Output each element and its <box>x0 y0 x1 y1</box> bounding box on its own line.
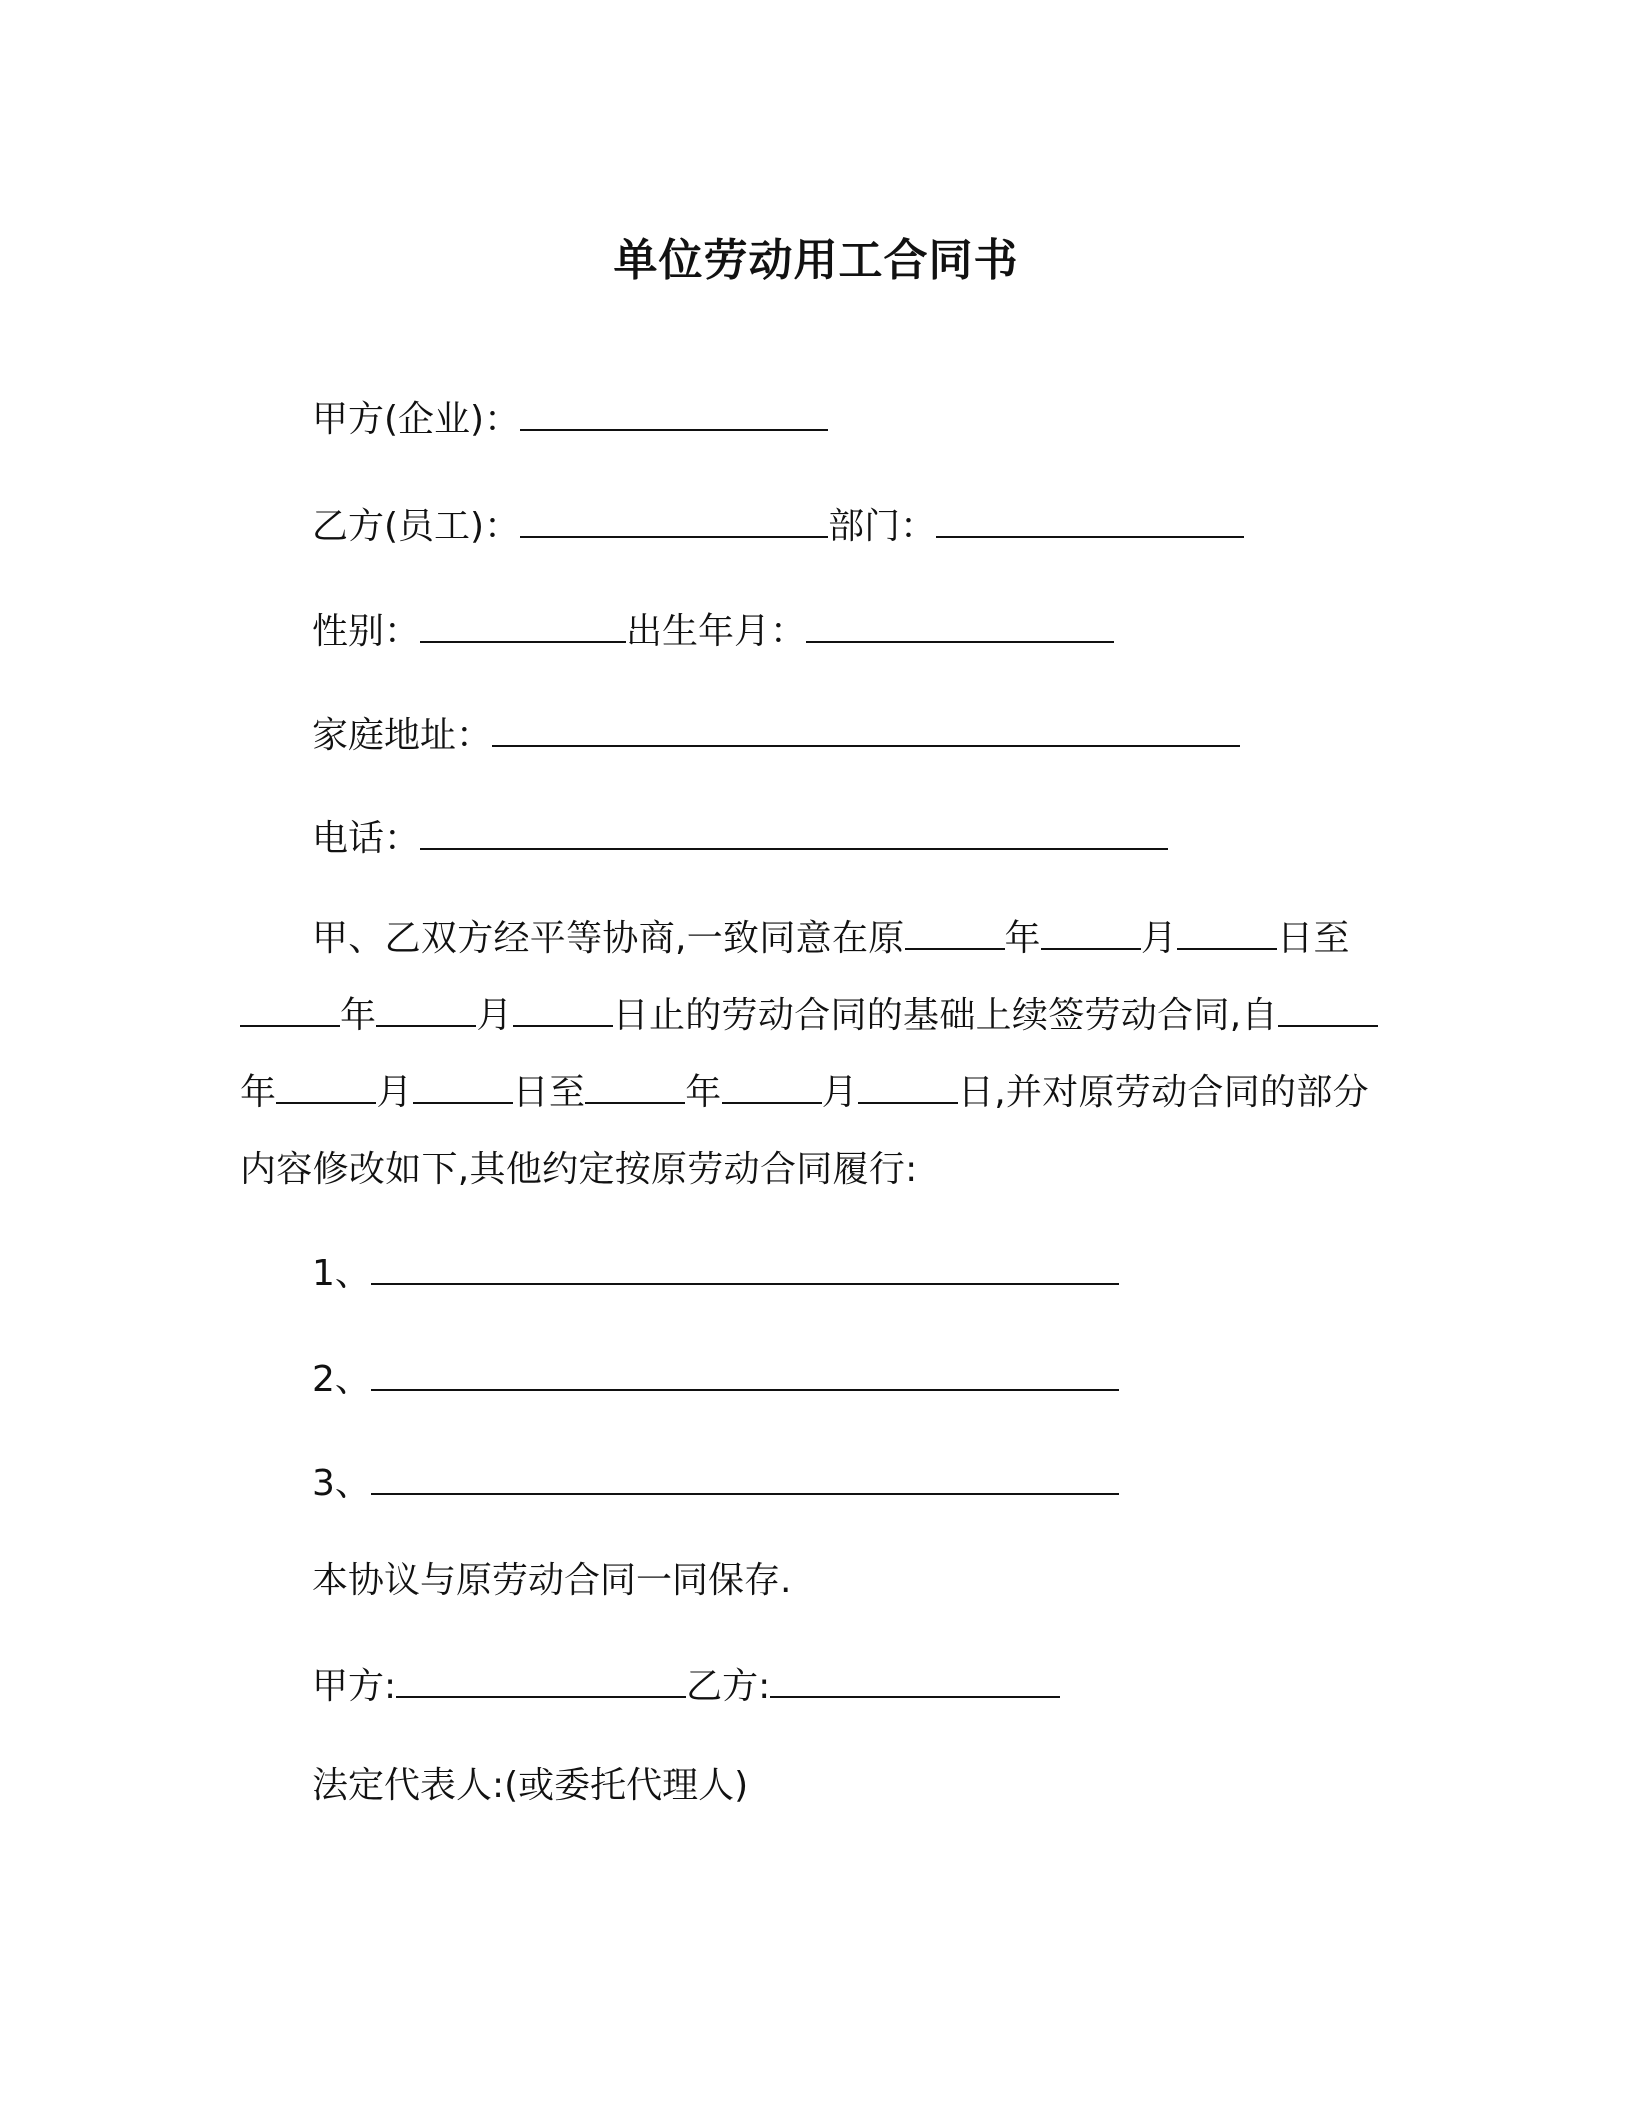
new-start-month-blank[interactable] <box>276 1076 376 1104</box>
orig-end-year-blank[interactable] <box>240 999 340 1027</box>
phone-blank[interactable] <box>420 818 1168 850</box>
orig-start-year-blank[interactable] <box>905 922 1005 950</box>
renewal-middle-text: 止的劳动合同的基础上续签劳动合同,自 <box>648 995 1278 1036</box>
amendment-number: 2、 <box>312 1359 371 1400</box>
amendment-number: 1、 <box>312 1253 371 1294</box>
phone-label: 电话： <box>312 818 421 859</box>
department-blank[interactable] <box>936 506 1244 538</box>
orig-end-day-blank[interactable] <box>513 999 613 1027</box>
day-unit: 日 <box>512 1072 549 1113</box>
year-unit: 年 <box>685 1072 722 1113</box>
amendment-blank[interactable] <box>371 1359 1119 1391</box>
month-unit: 月 <box>476 995 513 1036</box>
month-unit: 月 <box>821 1072 858 1113</box>
new-end-month-blank[interactable] <box>722 1076 822 1104</box>
party-a-sign-blank[interactable] <box>396 1666 686 1698</box>
day-unit: 日 <box>1277 918 1314 959</box>
party-a-blank[interactable] <box>520 399 828 431</box>
birth-label: 出生年月： <box>626 611 807 652</box>
to-word: 至 <box>548 1072 586 1113</box>
party-b-label: 乙方(员工)： <box>312 506 521 547</box>
legal-rep-label: 法定代表人:(或委托代理人) <box>312 1765 749 1806</box>
orig-start-month-blank[interactable] <box>1041 922 1141 950</box>
department-label: 部门： <box>828 506 937 547</box>
gender-label: 性别： <box>312 611 421 652</box>
year-unit: 年 <box>340 995 377 1036</box>
gender-birth-row <box>312 608 1114 656</box>
amendment-item <box>312 1250 1119 1298</box>
document-title: 单位劳动用工合同书 <box>613 235 1019 286</box>
orig-end-month-blank[interactable] <box>376 999 476 1027</box>
amendment-blank[interactable] <box>371 1253 1119 1285</box>
renewal-intro-text: 甲、乙双方经平等协商,一致同意在原 <box>312 918 905 959</box>
party-b-row <box>312 503 1244 551</box>
new-start-year-blank[interactable] <box>1278 999 1378 1027</box>
party-a-label: 甲方(企业)： <box>312 399 521 440</box>
month-unit: 月 <box>376 1072 413 1113</box>
to-word: 至 <box>1313 918 1350 959</box>
party-b-sign-blank[interactable] <box>770 1666 1060 1698</box>
orig-start-day-blank[interactable] <box>1177 922 1277 950</box>
address-row <box>312 712 1240 760</box>
address-label: 家庭地址： <box>312 715 493 756</box>
party-b-blank[interactable] <box>520 506 828 538</box>
month-unit: 月 <box>1140 918 1178 959</box>
year-unit: 年 <box>240 1072 277 1113</box>
party-a-row <box>312 396 828 444</box>
new-end-day-blank[interactable] <box>858 1076 958 1104</box>
renewal-paragraph <box>240 900 1400 1208</box>
birth-blank[interactable] <box>806 611 1114 643</box>
phone-row <box>312 815 1168 863</box>
new-end-year-blank[interactable] <box>585 1076 685 1104</box>
renewal-closing-text: ,并对原劳动合同的部分内容修改如下,其他约定按原劳动合同履行: <box>240 1072 1369 1190</box>
new-start-day-blank[interactable] <box>413 1076 513 1104</box>
year-unit: 年 <box>1004 918 1041 959</box>
day-unit: 日 <box>612 995 649 1036</box>
amendment-item <box>312 1356 1119 1404</box>
amendment-number: 3、 <box>312 1463 371 1504</box>
party-a-sign-label: 甲方: <box>312 1666 397 1707</box>
amendment-item <box>312 1460 1119 1508</box>
gender-blank[interactable] <box>420 611 626 643</box>
address-blank[interactable] <box>492 715 1240 747</box>
signature-row <box>312 1663 1060 1711</box>
amendment-blank[interactable] <box>371 1463 1119 1495</box>
day-unit: 日 <box>957 1072 995 1113</box>
party-b-sign-label: 乙方: <box>686 1666 771 1707</box>
storage-note: 本协议与原劳动合同一同保存. <box>312 1560 792 1601</box>
